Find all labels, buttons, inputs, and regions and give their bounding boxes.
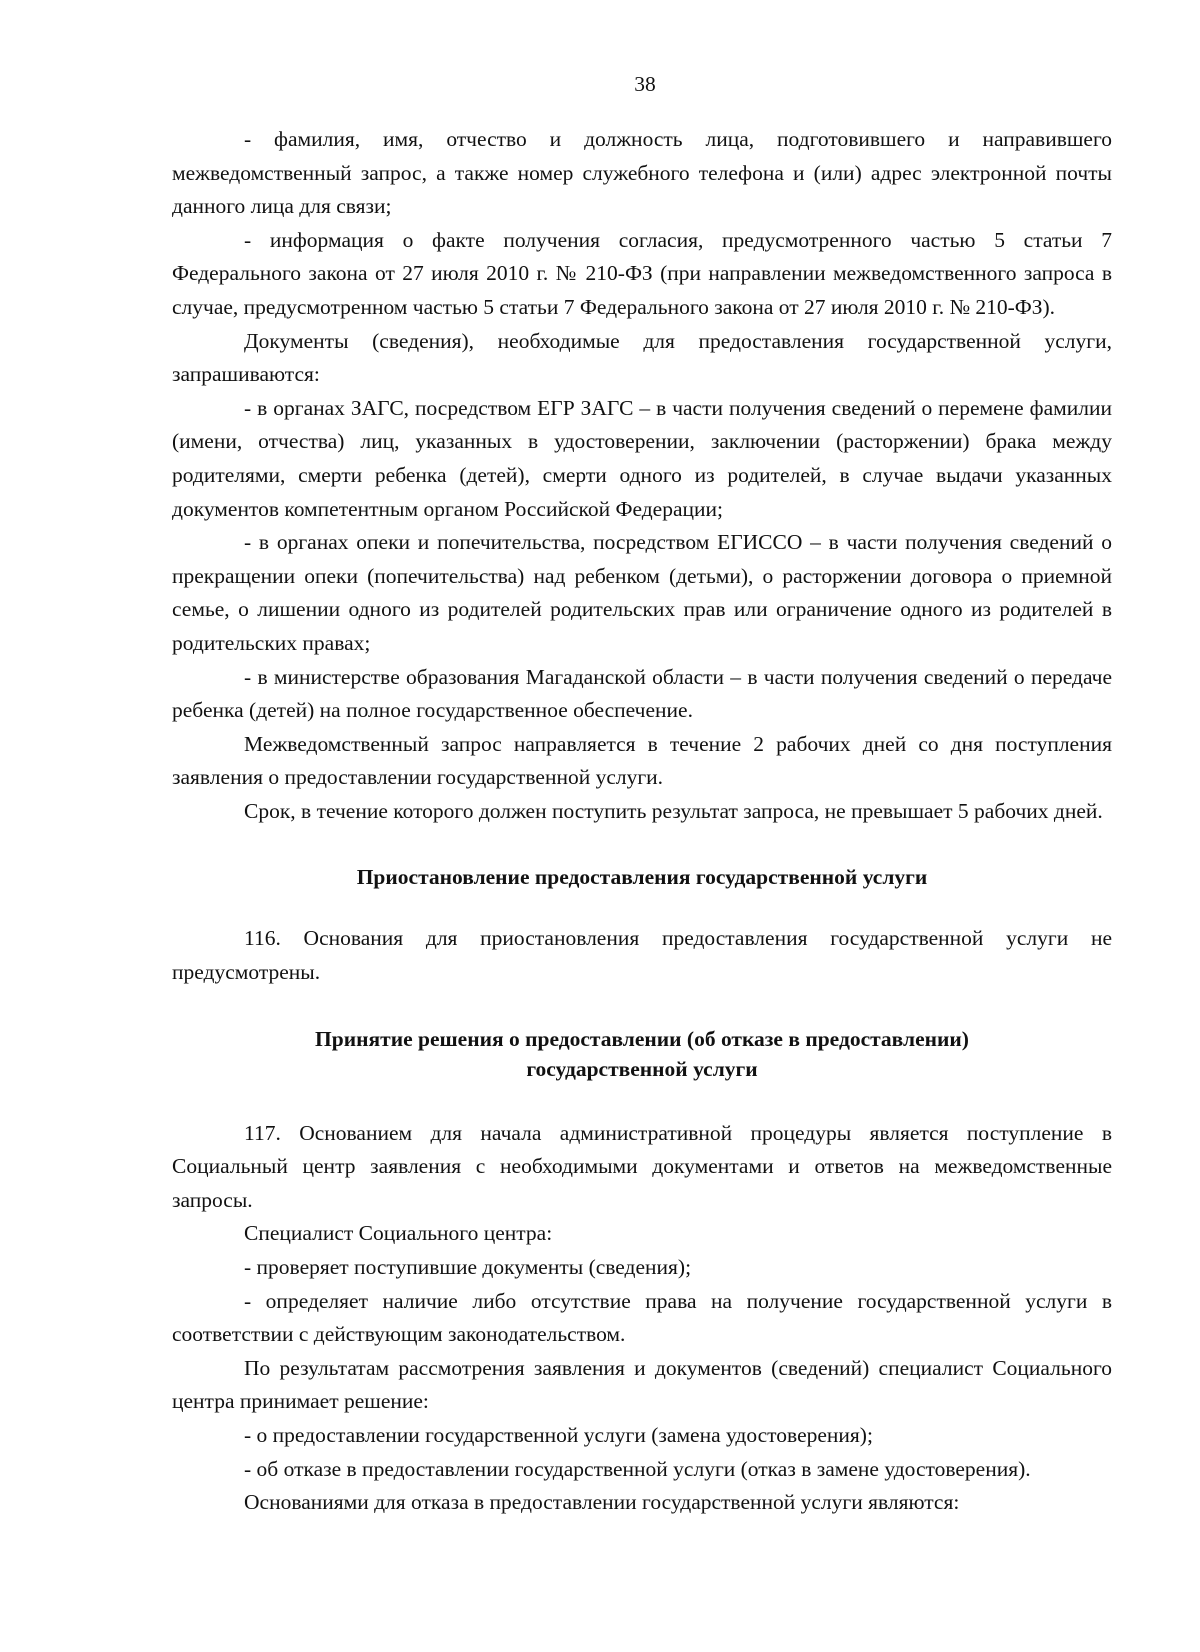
paragraph-116: 116. Основания для приостановления предоставления государственной услуги не предусмотрены. — [172, 926, 1112, 985]
paragraph-education-ministry: - в министерстве образования Магаданской области – в части получения сведений о передаче ребенка (детей) на полное государственное обеспечение. — [172, 664, 1112, 723]
paragraph-request-deadline: Межведомственный запрос направляется в течение 2 рабочих дней со дня поступления заявления о предоставлении государственной услуги. — [172, 731, 1112, 790]
page-content — [172, 123, 1112, 1520]
paragraph-decision-refuse: - об отказе в предоставлении государственной услуги (отказ в замене удостоверения). — [244, 1456, 1031, 1481]
paragraph-consent-info: - информация о факте получения согласия, предусмотренного частью 5 статьи 7 Федерального закона от 27 июля 2010 г. № 210-ФЗ (при направлении межведомственного запроса в случае, предусмотренном частью 5 статьи 7 Федерального закона от 27 июля 2010 г. № 210-ФЗ). — [172, 227, 1112, 319]
paragraph-guardianship: - в органах опеки и попечительства, посредством ЕГИССО – в части получения сведений о прекращении опеки (попечительства) над ребенком (детьми), о расторжении договора о приемной семье, о лишении одного из родителей родительских прав или ограничение одного из родителей в родительских правах; — [172, 530, 1112, 655]
paragraph-refusal-grounds: Основаниями для отказа в предоставлении государственной услуги являются: — [244, 1490, 960, 1515]
paragraph-response-term: Срок, в течение которого должен поступить результат запроса, не превышает 5 рабочих дней. — [244, 798, 1103, 823]
section-heading-decision-line-1: Принятие решения о предоставлении (об отказе в предоставлении) — [315, 1026, 969, 1051]
paragraph-requester-details: - фамилия, имя, отчество и должность лица, подготовившего и направившего межведомственный запрос, а также номер служебного телефона и (или) адрес электронной почты данного лица для связи; — [172, 127, 1112, 219]
paragraph-decision-basis: По результатам рассмотрения заявления и документов (сведений) специалист Социального центра принимает решение: — [172, 1355, 1112, 1414]
paragraph-documents-requested: Документы (сведения), необходимые для предоставления государственной услуги, запрашиваются: — [172, 328, 1112, 387]
paragraph-specialist: Специалист Социального центра: — [244, 1221, 553, 1246]
section-heading-suspension: Приостановление предоставления государственной услуги — [356, 865, 928, 890]
paragraph-zags: - в органах ЗАГС, посредством ЕГР ЗАГС – в части получения сведений о перемене фамилии (имени, отчества) лиц, указанных в удостоверении, заключении (расторжении) брака между родителями, смерти ребенка (детей), смерти одного из родителей, в случае выдачи указанных документов компетентным органом Российской Федерации; — [172, 395, 1112, 521]
section-heading-decision — [172, 1024, 1112, 1084]
paragraph-determines-eligibility: - определяет наличие либо отсутствие права на получение государственной услуги в соответствии с действующим законодательством. — [172, 1288, 1112, 1347]
paragraph-decision-grant: - о предоставлении государственной услуги (замена удостоверения); — [244, 1423, 873, 1447]
page-number: 38 — [634, 72, 656, 96]
section-heading-decision-line-2: государственной услуги — [526, 1056, 758, 1081]
paragraph-117: 117. Основанием для начала административной процедуры является поступление в Социальный центр заявления с необходимыми документами и ответов на межведомственные запросы. — [172, 1120, 1112, 1212]
paragraph-checks-documents: - проверяет поступившие документы (сведения); — [244, 1255, 692, 1280]
